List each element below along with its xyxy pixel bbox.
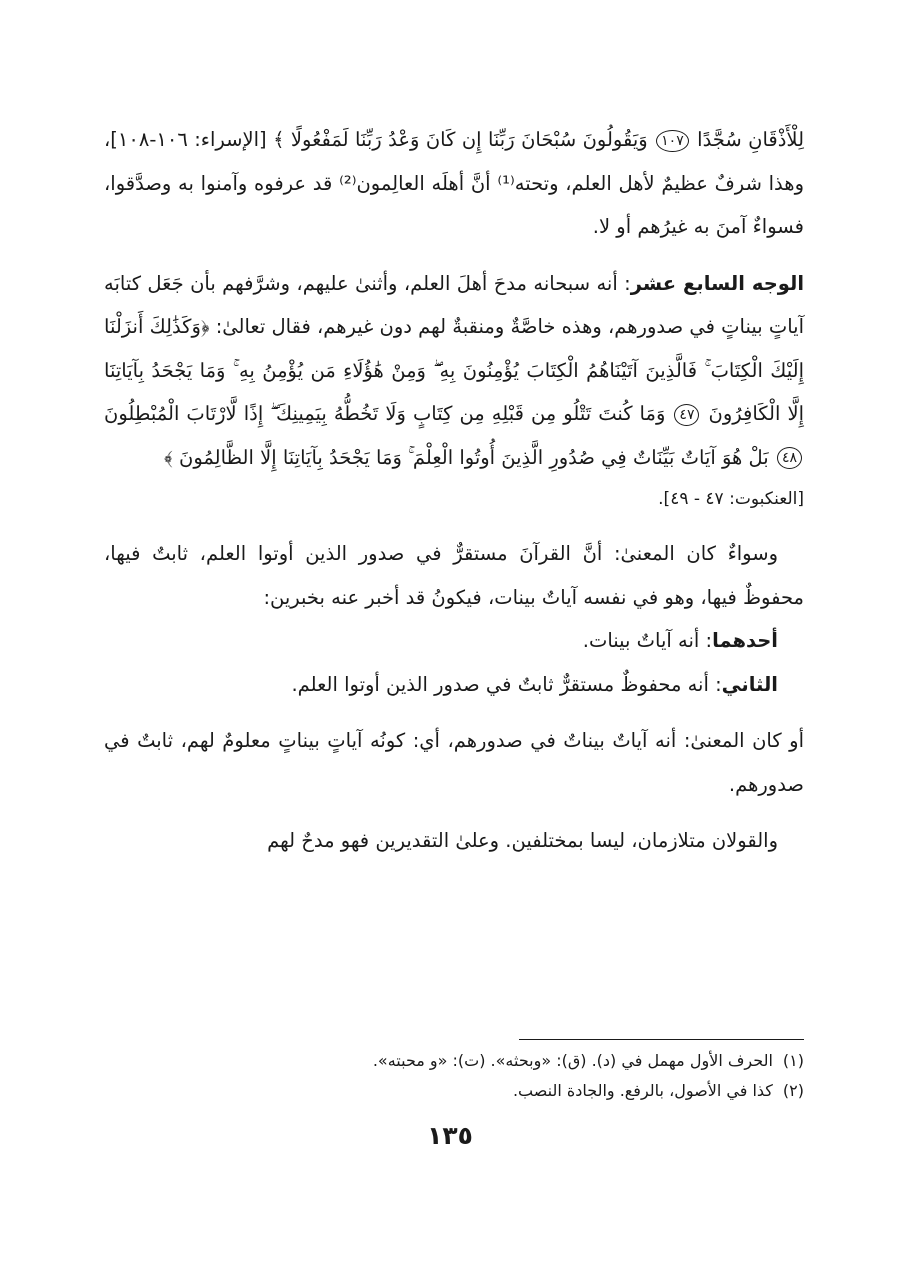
footnote-1-text: الحرف الأول مهمل في (د). (ق): «وبحثه». (ت): «و محبته». [372, 1051, 773, 1070]
page-body [104, 118, 804, 863]
footnote-2 [104, 1076, 804, 1106]
footnotes [104, 1046, 804, 1106]
paragraph-5: والقولان متلازمان، ليسا بمختلفين. وعلىٰ التقديرين فهو مدحٌ لهم [267, 829, 778, 852]
quran-verse-isra-2: وَيَقُولُونَ سُبْحَانَ رَبِّنَا إِن كَانَ وَعْدُ رَبِّنَا لَمَفْعُولًا ﴾ [273, 128, 648, 151]
point-second [104, 663, 804, 707]
ayah-number-47: ٤٧ [674, 404, 699, 426]
page-number: ١٣٥ [427, 1121, 473, 1150]
ayah-number-107: ١٠٧ [656, 130, 689, 152]
paragraph-4: أو كان المعنىٰ: أنه آياتٌ بيناتٌ في صدورهم، أي: كونُه آياتٍ بيناتٍ معلومٌ لهم، ثابتٌ في صدورهم. [104, 729, 804, 796]
quran-verse-ankabut-2: وَمَا كُنتَ تَتْلُو مِن قَبْلِهِ مِن كِتَابٍ وَلَا تَخُطُّهُ بِيَمِينِكَ ۖ إِذًا لَّارْتَابَ الْمُبْطِلُونَ [104, 402, 666, 425]
point-second-label: الثاني [721, 672, 778, 696]
quran-verse-ankabut-1: ﴿وَكَذَٰلِكَ أَنزَلْنَا إِلَيْكَ الْكِتَابَ ۚ فَالَّذِينَ آتَيْنَاهُمُ الْكِتَابَ يُؤْمِنُونَ بِهِ ۖ وَمِنْ هَٰؤُلَاءِ مَن يُؤْمِنُ بِهِ ۚ وَمَا يَجْحَدُ بِآيَاتِنَا إِلَّا الْكَافِرُونَ [104, 315, 805, 425]
point-first [104, 619, 804, 663]
ayah-number-48: ٤٨ [777, 447, 802, 469]
footnote-divider [519, 1039, 804, 1040]
paragraph-2-text: : أنه سبحانه مدحَ أهلَ العلم، وأثنىٰ عليهم، وشرَّفهم بأن جَعَل كتابَه آياتٍ بيناتٍ في صدورهم، وهذه خاصَّةٌ ومنقبةٌ لهم دون غيرهم، فقال تعالىٰ: [104, 271, 804, 338]
point-first-text: : أنه آياتٌ بينات. [582, 629, 713, 652]
verse-reference: [العنكبوت: ٤٧ - ٤٩]. [658, 489, 804, 509]
footnote-2-number: (٢) [782, 1081, 804, 1100]
paragraph-1 [104, 118, 804, 249]
paragraph-1-text: [الإسراء: ١٠٦-١٠٨]، وهذا شرفٌ عظيمٌ لأهل العلم، وتحته⁽¹⁾ أنَّ أهلَه العالِمون⁽²⁾ قد عرفوه وآمنوا به وصدَّقوا، فسواءٌ آمنَ به غيرُهم أو لا. [104, 128, 804, 238]
section-heading: الوجه السابع عشر [630, 271, 804, 295]
footnote-2-text: كذا في الأصول، بالرفع. والجادة النصب. [512, 1081, 773, 1100]
quran-verse-isra: لِلْأَذْقَانِ سُجَّدًا [697, 128, 805, 151]
footnote-1-number: (١) [782, 1051, 804, 1070]
quran-verse-ankabut-3: بَلْ هُوَ آيَاتٌ بَيِّنَاتٌ فِي صُدُورِ الَّذِينَ أُوتُوا الْعِلْمَ ۚ وَمَا يَجْحَدُ بِآيَاتِنَا إِلَّا الظَّالِمُونَ ﴾ [164, 445, 769, 469]
paragraph-2 [104, 262, 804, 480]
footnote-1 [104, 1046, 804, 1076]
point-second-text: : أنه محفوظٌ مستقرٌّ ثابتٌ في صدور الذين أوتوا العلم. [291, 672, 722, 696]
paragraph-3: وسواءٌ كان المعنىٰ: أنَّ القرآنَ مستقرٌّ في صدور الذين أوتوا العلم، ثابتٌ فيها، محفوظٌ فيها، وهو في نفسه آياتٌ بينات، فيكونُ قد أخبر عنه بخبرين: [104, 542, 804, 609]
point-first-label: أحدهما [712, 629, 778, 652]
